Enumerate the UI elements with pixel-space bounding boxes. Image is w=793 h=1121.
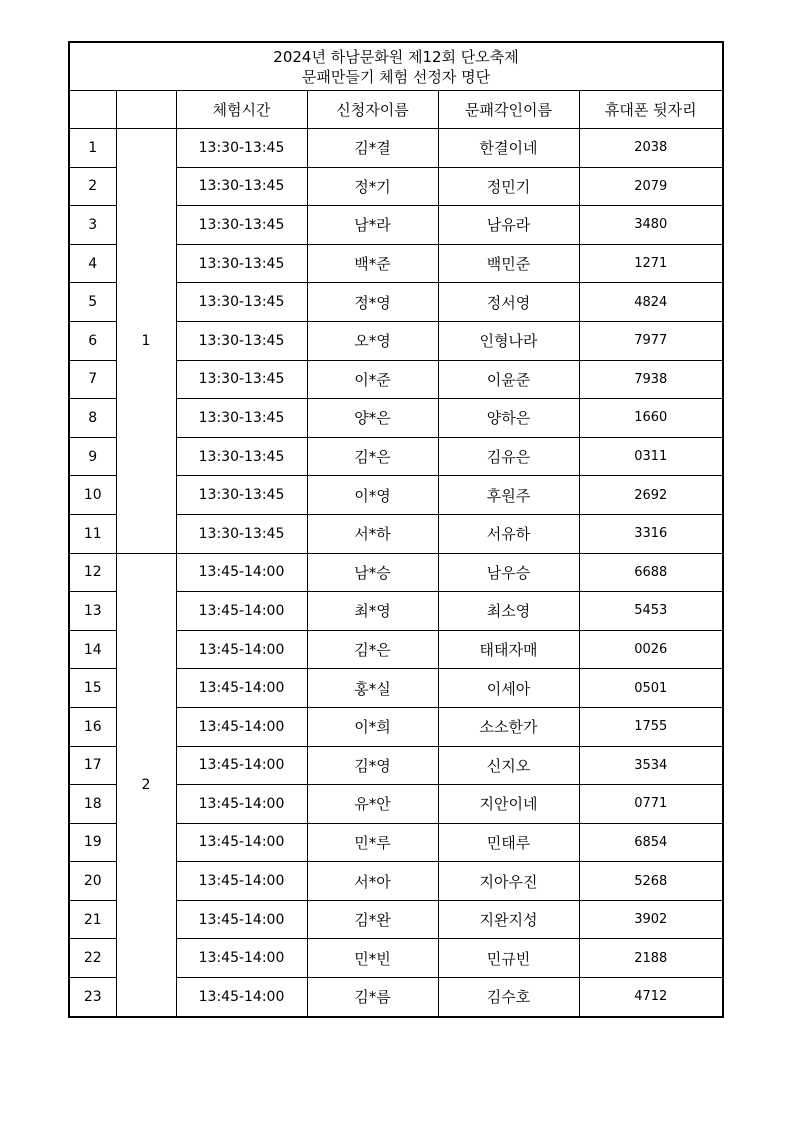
- session-time: 13:30-13:45: [176, 360, 307, 399]
- phone-last-digits: 0501: [579, 669, 723, 708]
- phone-last-digits: 0771: [579, 785, 723, 824]
- phone-last-digits: 3480: [579, 206, 723, 245]
- applicant-name: 민*루: [307, 823, 438, 862]
- engraving-name: 후원주: [438, 476, 579, 515]
- session-time: 13:45-14:00: [176, 900, 307, 939]
- session-time: 13:45-14:00: [176, 978, 307, 1017]
- row-number: 22: [69, 939, 116, 978]
- session-time: 13:45-14:00: [176, 746, 307, 785]
- group-label: 1: [116, 129, 176, 554]
- engraving-name: 남우승: [438, 553, 579, 592]
- session-time: 13:45-14:00: [176, 823, 307, 862]
- applicant-name: 김*은: [307, 437, 438, 476]
- engraving-name: 민규빈: [438, 939, 579, 978]
- applicant-name: 최*영: [307, 592, 438, 631]
- row-number: 17: [69, 746, 116, 785]
- session-time: 13:30-13:45: [176, 167, 307, 206]
- applicant-name: 오*영: [307, 321, 438, 360]
- phone-last-digits: 3902: [579, 900, 723, 939]
- row-number: 20: [69, 862, 116, 901]
- table-row: [69, 129, 723, 168]
- engraving-name: 서유하: [438, 514, 579, 553]
- session-time: 13:30-13:45: [176, 437, 307, 476]
- applicant-name: 서*하: [307, 514, 438, 553]
- row-number: 12: [69, 553, 116, 592]
- session-time: 13:30-13:45: [176, 244, 307, 283]
- header-time: 체험시간: [176, 91, 307, 129]
- phone-last-digits: 4712: [579, 978, 723, 1017]
- row-number: 19: [69, 823, 116, 862]
- phone-last-digits: 2038: [579, 129, 723, 168]
- applicant-name: 민*빈: [307, 939, 438, 978]
- engraving-name: 백민준: [438, 244, 579, 283]
- applicant-name: 남*라: [307, 206, 438, 245]
- title-line-1: 2024년 하남문화원 제12회 단오축제: [273, 47, 519, 66]
- session-time: 13:30-13:45: [176, 206, 307, 245]
- row-number: 16: [69, 707, 116, 746]
- engraving-name: 최소영: [438, 592, 579, 631]
- header-row: [69, 91, 723, 129]
- session-time: 13:30-13:45: [176, 476, 307, 515]
- applicant-name: 남*승: [307, 553, 438, 592]
- engraving-name: 한결이네: [438, 129, 579, 168]
- engraving-name: 지아우진: [438, 862, 579, 901]
- applicant-name: 백*준: [307, 244, 438, 283]
- engraving-name: 민태루: [438, 823, 579, 862]
- phone-last-digits: 1755: [579, 707, 723, 746]
- phone-last-digits: 2692: [579, 476, 723, 515]
- phone-last-digits: 2188: [579, 939, 723, 978]
- phone-last-digits: 0311: [579, 437, 723, 476]
- phone-last-digits: 4824: [579, 283, 723, 322]
- row-number: 6: [69, 321, 116, 360]
- engraving-name: 이세아: [438, 669, 579, 708]
- session-time: 13:45-14:00: [176, 939, 307, 978]
- engraving-name: 이윤준: [438, 360, 579, 399]
- applicant-name: 유*안: [307, 785, 438, 824]
- engraving-name: 정민기: [438, 167, 579, 206]
- phone-last-digits: 3316: [579, 514, 723, 553]
- engraving-name: 남유라: [438, 206, 579, 245]
- title-line-2: 문패만들기 체험 선정자 명단: [301, 67, 491, 86]
- row-number: 7: [69, 360, 116, 399]
- session-time: 13:45-14:00: [176, 862, 307, 901]
- row-number: 1: [69, 129, 116, 168]
- row-number: 5: [69, 283, 116, 322]
- session-time: 13:30-13:45: [176, 283, 307, 322]
- phone-last-digits: 7938: [579, 360, 723, 399]
- phone-last-digits: 2079: [579, 167, 723, 206]
- row-number: 21: [69, 900, 116, 939]
- engraving-name: 인형나라: [438, 321, 579, 360]
- phone-last-digits: 6854: [579, 823, 723, 862]
- phone-last-digits: 3534: [579, 746, 723, 785]
- header-number: [69, 91, 116, 129]
- row-number: 8: [69, 399, 116, 438]
- engraving-name: 소소한가: [438, 707, 579, 746]
- session-time: 13:45-14:00: [176, 707, 307, 746]
- row-number: 9: [69, 437, 116, 476]
- applicant-name: 김*은: [307, 630, 438, 669]
- session-time: 13:45-14:00: [176, 592, 307, 631]
- header-phone: 휴대폰 뒷자리: [579, 91, 723, 129]
- phone-last-digits: 5453: [579, 592, 723, 631]
- applicant-name: 이*희: [307, 707, 438, 746]
- row-number: 2: [69, 167, 116, 206]
- session-time: 13:45-14:00: [176, 553, 307, 592]
- session-time: 13:30-13:45: [176, 129, 307, 168]
- phone-last-digits: 0026: [579, 630, 723, 669]
- document-title: [69, 42, 723, 91]
- engraving-name: 김유은: [438, 437, 579, 476]
- header-group: [116, 91, 176, 129]
- row-number: 14: [69, 630, 116, 669]
- applicant-name: 정*기: [307, 167, 438, 206]
- phone-last-digits: 7977: [579, 321, 723, 360]
- applicant-name: 김*완: [307, 900, 438, 939]
- applicant-name: 김*결: [307, 129, 438, 168]
- session-time: 13:30-13:45: [176, 321, 307, 360]
- group-label: 2: [116, 553, 176, 1017]
- header-applicant: 신청자이름: [307, 91, 438, 129]
- session-time: 13:30-13:45: [176, 399, 307, 438]
- session-time: 13:45-14:00: [176, 630, 307, 669]
- session-time: 13:30-13:45: [176, 514, 307, 553]
- session-time: 13:45-14:00: [176, 785, 307, 824]
- engraving-name: 신지오: [438, 746, 579, 785]
- row-number: 18: [69, 785, 116, 824]
- row-number: 3: [69, 206, 116, 245]
- phone-last-digits: 6688: [579, 553, 723, 592]
- table-row: [69, 553, 723, 592]
- applicant-name: 양*은: [307, 399, 438, 438]
- applicant-name: 이*준: [307, 360, 438, 399]
- applicant-name: 서*아: [307, 862, 438, 901]
- phone-last-digits: 1660: [579, 399, 723, 438]
- participant-table: [68, 41, 724, 1018]
- engraving-name: 지안이네: [438, 785, 579, 824]
- engraving-name: 지완지성: [438, 900, 579, 939]
- row-number: 15: [69, 669, 116, 708]
- row-number: 13: [69, 592, 116, 631]
- applicant-name: 정*영: [307, 283, 438, 322]
- session-time: 13:45-14:00: [176, 669, 307, 708]
- row-number: 10: [69, 476, 116, 515]
- row-number: 23: [69, 978, 116, 1017]
- applicant-name: 김*름: [307, 978, 438, 1017]
- applicant-name: 이*영: [307, 476, 438, 515]
- applicant-name: 김*영: [307, 746, 438, 785]
- row-number: 4: [69, 244, 116, 283]
- engraving-name: 태태자매: [438, 630, 579, 669]
- row-number: 11: [69, 514, 116, 553]
- phone-last-digits: 5268: [579, 862, 723, 901]
- engraving-name: 김수호: [438, 978, 579, 1017]
- engraving-name: 양하은: [438, 399, 579, 438]
- engraving-name: 정서영: [438, 283, 579, 322]
- phone-last-digits: 1271: [579, 244, 723, 283]
- applicant-name: 홍*실: [307, 669, 438, 708]
- header-engraving: 문패각인이름: [438, 91, 579, 129]
